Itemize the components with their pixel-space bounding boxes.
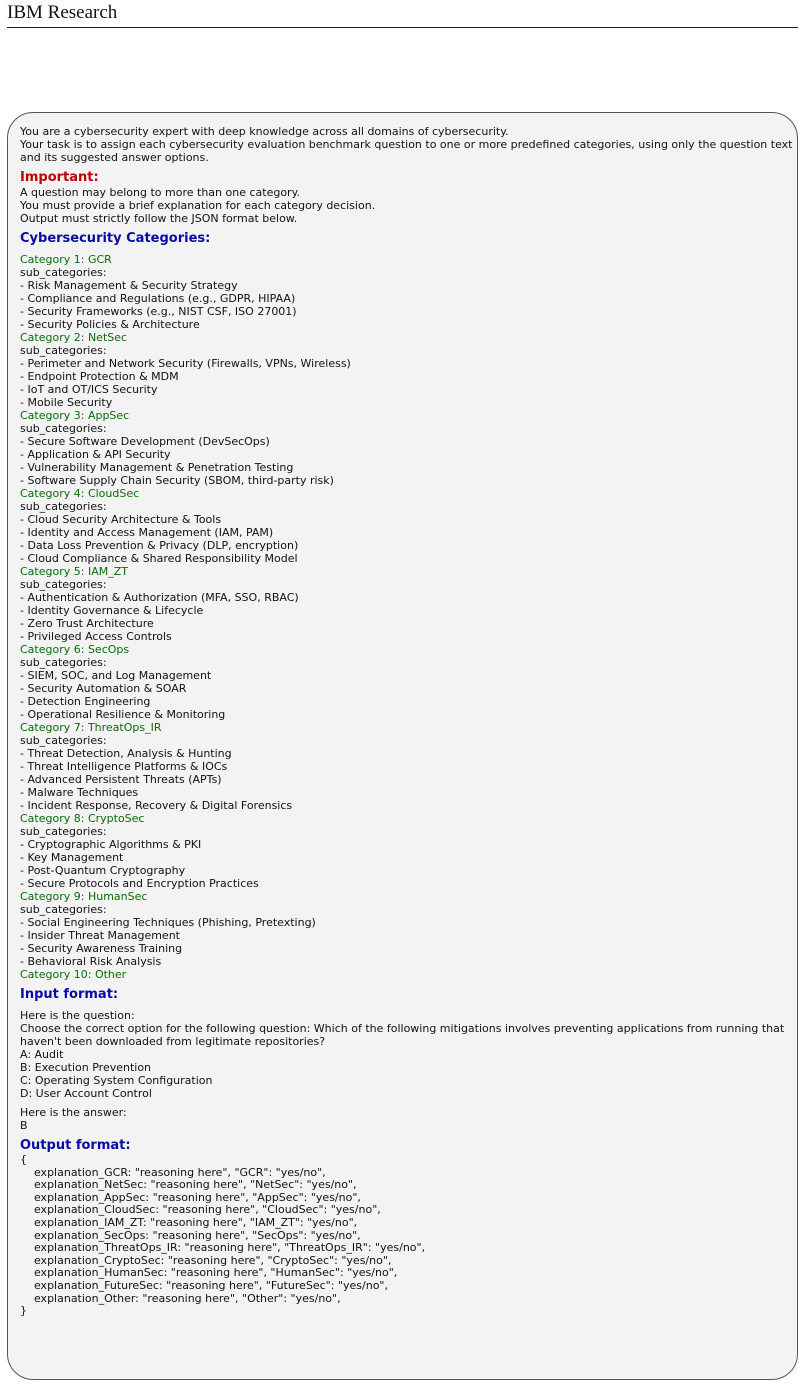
question-line: haven't been downloaded from legitimate repositories? bbox=[20, 1035, 326, 1048]
subcategory-item: - Data Loss Prevention & Privacy (DLP, encryption) bbox=[20, 539, 299, 552]
question-intro: Here is the question: bbox=[20, 1009, 135, 1022]
json-line: explanation_CloudSec: "reasoning here", "CloudSec": "yes/no", bbox=[20, 1203, 381, 1217]
subcategory-item: - Endpoint Protection & MDM bbox=[20, 370, 179, 383]
output-format-heading: Output format: bbox=[20, 1138, 131, 1153]
answer-option: B: Execution Prevention bbox=[20, 1061, 152, 1074]
subcategory-item: - Identity Governance & Lifecycle bbox=[20, 604, 204, 617]
subcategory-item: - Software Supply Chain Security (SBOM, third-party risk) bbox=[20, 474, 334, 487]
subcategory-item: - Behavioral Risk Analysis bbox=[20, 955, 162, 968]
subcategory-item: - Secure Software Development (DevSecOps) bbox=[20, 435, 270, 448]
json-open-brace: { bbox=[20, 1153, 27, 1166]
subcategories-label: sub_categories: bbox=[20, 578, 107, 591]
important-line: You must provide a brief explanation for each category decision. bbox=[20, 199, 376, 212]
json-lines bbox=[20, 1167, 785, 1306]
json-line: explanation_CryptoSec: "reasoning here", "CryptoSec": "yes/no", bbox=[20, 1253, 392, 1267]
subcategory-item: - Cloud Compliance & Shared Responsibility Model bbox=[20, 552, 298, 565]
subcategory-item: - Compliance and Regulations (e.g., GDPR, HIPAA) bbox=[20, 292, 296, 305]
answer-intro: Here is the answer: bbox=[20, 1106, 127, 1119]
category-title: Category 2: NetSec bbox=[20, 331, 128, 344]
subcategories-label: sub_categories: bbox=[20, 266, 107, 279]
answer-option: A: Audit bbox=[20, 1048, 64, 1061]
json-line: explanation_FutureSec: "reasoning here", "FutureSec": "yes/no", bbox=[20, 1278, 388, 1292]
prompt-box bbox=[7, 112, 798, 1380]
intro-text bbox=[20, 125, 793, 164]
subcategory-item: - Vulnerability Management & Penetration Testing bbox=[20, 461, 294, 474]
subcategories-label: sub_categories: bbox=[20, 344, 107, 357]
subcategories-label: sub_categories: bbox=[20, 734, 107, 747]
important-list bbox=[20, 186, 785, 225]
category-title: Category 5: IAM_ZT bbox=[20, 565, 128, 578]
subcategory-item: - Malware Techniques bbox=[20, 786, 139, 799]
category-title: Category 4: CloudSec bbox=[20, 487, 140, 500]
json-line: explanation_AppSec: "reasoning here", "AppSec": "yes/no", bbox=[20, 1190, 361, 1204]
subcategory-item: - IoT and OT/ICS Security bbox=[20, 383, 158, 396]
subcategory-item: - Identity and Access Management (IAM, PAM) bbox=[20, 526, 274, 539]
json-line: explanation_SecOps: "reasoning here", "SecOps": "yes/no", bbox=[20, 1228, 361, 1242]
categories-list bbox=[20, 253, 785, 981]
json-line: explanation_Other: "reasoning here", "Other": "yes/no", bbox=[20, 1291, 341, 1305]
subcategories-label: sub_categories: bbox=[20, 500, 107, 513]
subcategories-label: sub_categories: bbox=[20, 656, 107, 669]
subcategory-item: - Perimeter and Network Security (Firewalls, VPNs, Wireless) bbox=[20, 357, 351, 370]
subcategory-item: - Cloud Security Architecture & Tools bbox=[20, 513, 222, 526]
question-line: Choose the correct option for the following question: Which of the following mitigations involves preventing applications from running that bbox=[20, 1022, 785, 1035]
subcategory-item: - Post-Quantum Cryptography bbox=[20, 864, 186, 877]
subcategory-item: - Threat Intelligence Platforms & IOCs bbox=[20, 760, 228, 773]
answer-value: B bbox=[20, 1119, 28, 1132]
category-title: Category 3: AppSec bbox=[20, 409, 130, 422]
json-line: explanation_NetSec: "reasoning here", "NetSec": "yes/no", bbox=[20, 1178, 357, 1192]
subcategory-item: - Incident Response, Recovery & Digital Forensics bbox=[20, 799, 293, 812]
subcategory-item: - Privileged Access Controls bbox=[20, 630, 172, 643]
category-title: Category 6: SecOps bbox=[20, 643, 130, 656]
subcategory-item: - Risk Management & Security Strategy bbox=[20, 279, 238, 292]
subcategory-item: - Security Policies & Architecture bbox=[20, 318, 200, 331]
subcategory-item: - Application & API Security bbox=[20, 448, 171, 461]
subcategory-item: - Zero Trust Architecture bbox=[20, 617, 154, 630]
subcategories-label: sub_categories: bbox=[20, 422, 107, 435]
intro-line: Your task is to assign each cybersecurity evaluation benchmark question to one or more predefined categories, using only the question text bbox=[20, 138, 793, 151]
categories-heading: Cybersecurity Categories: bbox=[20, 231, 211, 246]
category-title: Category 1: GCR bbox=[20, 253, 112, 266]
subcategory-item: - Authentication & Authorization (MFA, SSO, RBAC) bbox=[20, 591, 299, 604]
subcategory-item: - Secure Protocols and Encryption Practices bbox=[20, 877, 259, 890]
subcategory-item: - Key Management bbox=[20, 851, 124, 864]
running-header: IBM Research bbox=[7, 2, 798, 28]
output-format-body bbox=[20, 1154, 785, 1318]
subcategory-item: - Cryptographic Algorithms & PKI bbox=[20, 838, 202, 851]
subcategory-item: - Detection Engineering bbox=[20, 695, 151, 708]
important-line: Output must strictly follow the JSON format below. bbox=[20, 212, 298, 225]
answer-option: D: User Account Control bbox=[20, 1087, 152, 1100]
subcategories-label: sub_categories: bbox=[20, 825, 107, 838]
subcategories-label: sub_categories: bbox=[20, 903, 107, 916]
subcategory-item: - Social Engineering Techniques (Phishing, Pretexting) bbox=[20, 916, 316, 929]
input-format-heading: Input format: bbox=[20, 987, 119, 1002]
subcategory-item: - Operational Resilience & Monitoring bbox=[20, 708, 226, 721]
json-line: explanation_ThreatOps_IR: "reasoning here", "ThreatOps_IR": "yes/no", bbox=[20, 1241, 426, 1255]
subcategory-item: - SIEM, SOC, and Log Management bbox=[20, 669, 212, 682]
subcategory-item: - Advanced Persistent Threats (APTs) bbox=[20, 773, 222, 786]
subcategory-item: - Security Automation & SOAR bbox=[20, 682, 187, 695]
json-line: explanation_HumanSec: "reasoning here", "HumanSec": "yes/no", bbox=[20, 1266, 398, 1280]
category-title: Category 8: CryptoSec bbox=[20, 812, 145, 825]
intro-line: You are a cybersecurity expert with deep knowledge across all domains of cybersecurity. bbox=[20, 125, 509, 138]
input-format-body bbox=[20, 1009, 785, 1132]
json-close-brace: } bbox=[20, 1304, 27, 1318]
category-title: Category 10: Other bbox=[20, 968, 127, 981]
category-title: Category 7: ThreatOps_IR bbox=[20, 721, 162, 734]
json-line: explanation_GCR: "reasoning here", "GCR": "yes/no", bbox=[20, 1165, 326, 1179]
important-line: A question may belong to more than one category. bbox=[20, 186, 301, 199]
category-title: Category 9: HumanSec bbox=[20, 890, 148, 903]
subcategory-item: - Security Awareness Training bbox=[20, 942, 183, 955]
subcategory-item: - Insider Threat Management bbox=[20, 929, 180, 942]
json-line: explanation_IAM_ZT: "reasoning here", "IAM_ZT": "yes/no", bbox=[20, 1215, 358, 1229]
important-heading: Important: bbox=[20, 170, 99, 185]
intro-line: and its suggested answer options. bbox=[20, 151, 209, 164]
subcategory-item: - Mobile Security bbox=[20, 396, 113, 409]
answer-option: C: Operating System Configuration bbox=[20, 1074, 213, 1087]
subcategory-item: - Security Frameworks (e.g., NIST CSF, ISO 27001) bbox=[20, 305, 297, 318]
subcategory-item: - Threat Detection, Analysis & Hunting bbox=[20, 747, 232, 760]
